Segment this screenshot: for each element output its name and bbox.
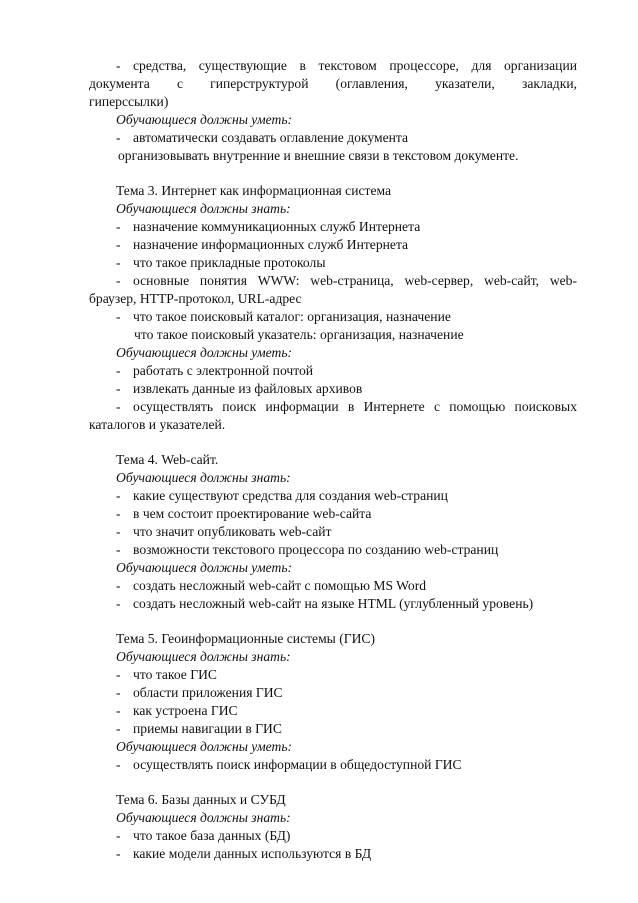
list-item	[116, 362, 577, 379]
list-item-text: создать несложный web-сайт с помощью MS Word	[133, 578, 427, 593]
list-dash: -	[116, 757, 121, 772]
list-dash: -	[116, 721, 121, 736]
list-item	[116, 398, 577, 415]
subsection-heading: Обучающиеся должны уметь:	[116, 560, 293, 575]
list-item-text: автоматически создавать оглавление документа	[133, 130, 409, 145]
paragraph-line: организовывать внутренние и внешние связи в текстовом документе.	[118, 148, 519, 163]
list-item-text: средства, существующие в текстовом процессоре, для организации	[133, 58, 577, 73]
paragraph-line: браузер, HTTP-протокол, URL-адрес	[89, 291, 302, 306]
list-item	[116, 254, 577, 271]
list-item-text: возможности текстового процессора по созданию web-страниц	[133, 542, 499, 557]
list-item	[116, 541, 577, 558]
section-heading: Тема 6. Базы данных и СУБД	[116, 792, 286, 807]
list-item	[116, 845, 577, 862]
list-dash: -	[116, 363, 121, 378]
list-item	[116, 827, 577, 844]
list-dash: -	[116, 524, 121, 539]
subsection-heading: Обучающиеся должны уметь:	[116, 739, 293, 754]
list-dash: -	[116, 58, 121, 73]
list-item-text: создать несложный web-сайт на языке HTML (углубленный уровень)	[133, 596, 534, 611]
list-item-text: осуществлять поиск информации в общедоступной ГИС	[133, 757, 462, 772]
list-item-text: какие модели данных используются в БД	[133, 846, 372, 861]
list-item-text: какие существуют средства для создания web-страниц	[133, 488, 448, 503]
list-item-text: области приложения ГИС	[133, 685, 283, 700]
list-item	[116, 702, 577, 719]
list-dash: -	[116, 255, 121, 270]
list-item-text: основные понятия WWW: web-страница, web-сервер, web-сайт, web-	[133, 273, 577, 288]
list-item-text: как устроена ГИС	[133, 703, 238, 718]
subsection-heading: Обучающиеся должны знать:	[116, 470, 291, 485]
list-dash: -	[116, 130, 121, 145]
list-item	[116, 756, 577, 773]
list-item-text: в чем состоит проектирование web-сайта	[133, 506, 372, 521]
subsection-heading: Обучающиеся должны знать:	[116, 201, 291, 216]
list-dash: -	[116, 596, 121, 611]
list-item	[116, 684, 577, 701]
list-item-text: осуществлять поиск информации в Интернете с помощью поисковых	[133, 399, 577, 414]
subsection-heading: Обучающиеся должны уметь:	[116, 345, 293, 360]
list-dash: -	[116, 488, 121, 503]
list-dash: -	[116, 542, 121, 557]
paragraph-line: гиперссылки)	[89, 94, 169, 109]
list-item-text: что значит опубликовать web-сайт	[133, 524, 332, 539]
section-heading: Тема 4. Web-сайт.	[116, 452, 219, 467]
list-item	[116, 129, 577, 146]
list-dash: -	[116, 685, 121, 700]
subsection-heading: Обучающиеся должны знать:	[116, 810, 291, 825]
paragraph-line: каталогов и указателей.	[89, 417, 226, 432]
list-item	[116, 666, 577, 683]
list-dash: -	[116, 667, 121, 682]
list-item	[116, 57, 577, 74]
list-item-text: что такое поисковый каталог: организация, назначение	[133, 309, 451, 324]
list-item	[116, 272, 577, 289]
list-item	[116, 505, 577, 522]
list-item-text: что такое база данных (БД)	[133, 828, 291, 843]
list-dash: -	[116, 219, 121, 234]
subsection-heading: Обучающиеся должны уметь:	[116, 112, 293, 127]
list-item-text: работать с электронной почтой	[133, 363, 314, 378]
list-item	[116, 218, 577, 235]
list-item	[116, 380, 577, 397]
list-dash: -	[116, 237, 121, 252]
list-item	[116, 577, 577, 594]
list-item-text: назначение информационных служб Интернета	[133, 237, 409, 252]
list-item-text: что такое прикладные протоколы	[133, 255, 326, 270]
list-item-text: что такое ГИС	[133, 667, 217, 682]
list-dash: -	[116, 828, 121, 843]
paragraph-line: документа с гиперструктурой (оглавления, указатели, закладки,	[89, 76, 577, 91]
list-item	[116, 523, 577, 540]
subsection-heading: Обучающиеся должны знать:	[116, 649, 291, 664]
list-dash: -	[116, 506, 121, 521]
list-item	[116, 720, 577, 737]
list-item-text: извлекать данные из файловых архивов	[133, 381, 363, 396]
list-dash: -	[116, 309, 121, 324]
paragraph-line: что такое поисковый указатель: организация, назначение	[134, 327, 464, 342]
list-item	[116, 308, 577, 325]
list-item-text: назначение коммуникационных служб Интернета	[133, 219, 421, 234]
list-dash: -	[116, 399, 121, 414]
list-item-text: приемы навигации в ГИС	[133, 721, 282, 736]
list-item	[116, 236, 577, 253]
list-dash: -	[116, 846, 121, 861]
list-dash: -	[116, 273, 121, 288]
list-dash: -	[116, 578, 121, 593]
list-item	[116, 595, 577, 612]
section-heading: Тема 3. Интернет как информационная система	[116, 183, 392, 198]
list-dash: -	[116, 381, 121, 396]
list-dash: -	[116, 703, 121, 718]
list-item	[116, 487, 577, 504]
section-heading: Тема 5. Геоинформационные системы (ГИС)	[116, 631, 376, 646]
